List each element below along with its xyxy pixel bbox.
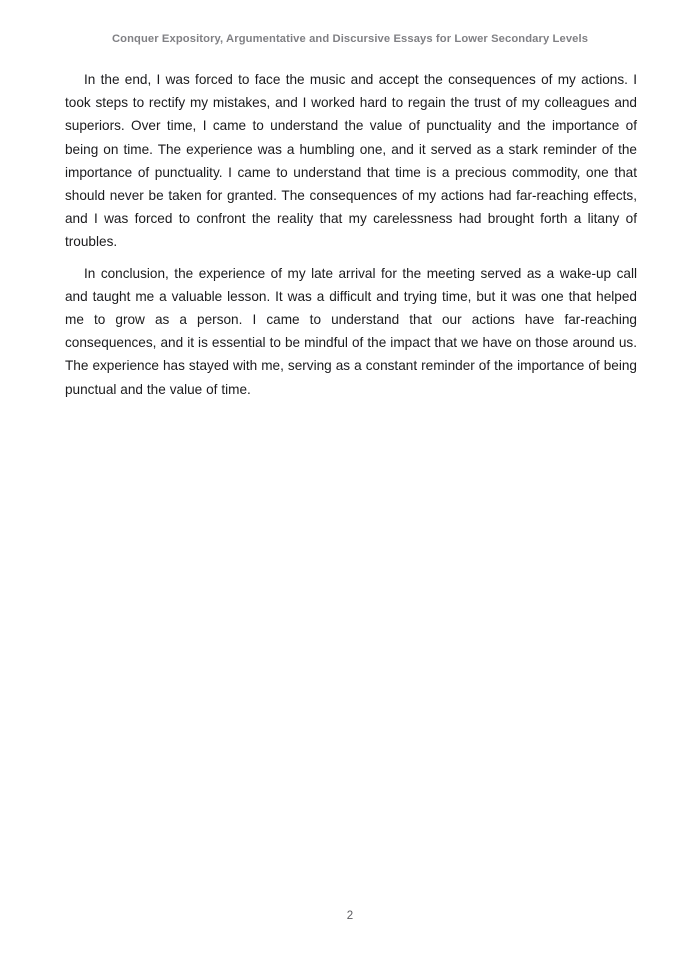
body-paragraph: In conclusion, the experience of my late arrival for the meeting served as a wake-up call and taught me a valuable lesson. It was a difficult and trying time, but it was one that helped me to grow as a person. I came to understand that our actions have far-reaching consequences, and it is essential to be mindful of the impact that we have on those around us. The experience has stayed with me, serving as a constant reminder of the importance of being punctual and the value of time. (65, 265, 637, 397)
page-number: 2 (346, 910, 354, 922)
body-text-block (65, 68, 637, 401)
running-head: Conquer Expository, Argumentative and Discursive Essays for Lower Secondary Levels (111, 33, 589, 45)
body-paragraph: In the end, I was forced to face the music and accept the consequences of my actions. I took steps to rectify my mistakes, and I worked hard to regain the trust of my colleagues and superiors. Over time, I came to understand the value of punctuality and the importance of being on time. The experience was a humbling one, and it served as a stark reminder of the importance of punctuality. I came to understand that time is a precious commodity, one that should never be taken for granted. The consequences of my actions had far-reaching effects, and I was forced to confront the reality that my carelessness had brought forth a litany of troubles. (65, 72, 637, 250)
